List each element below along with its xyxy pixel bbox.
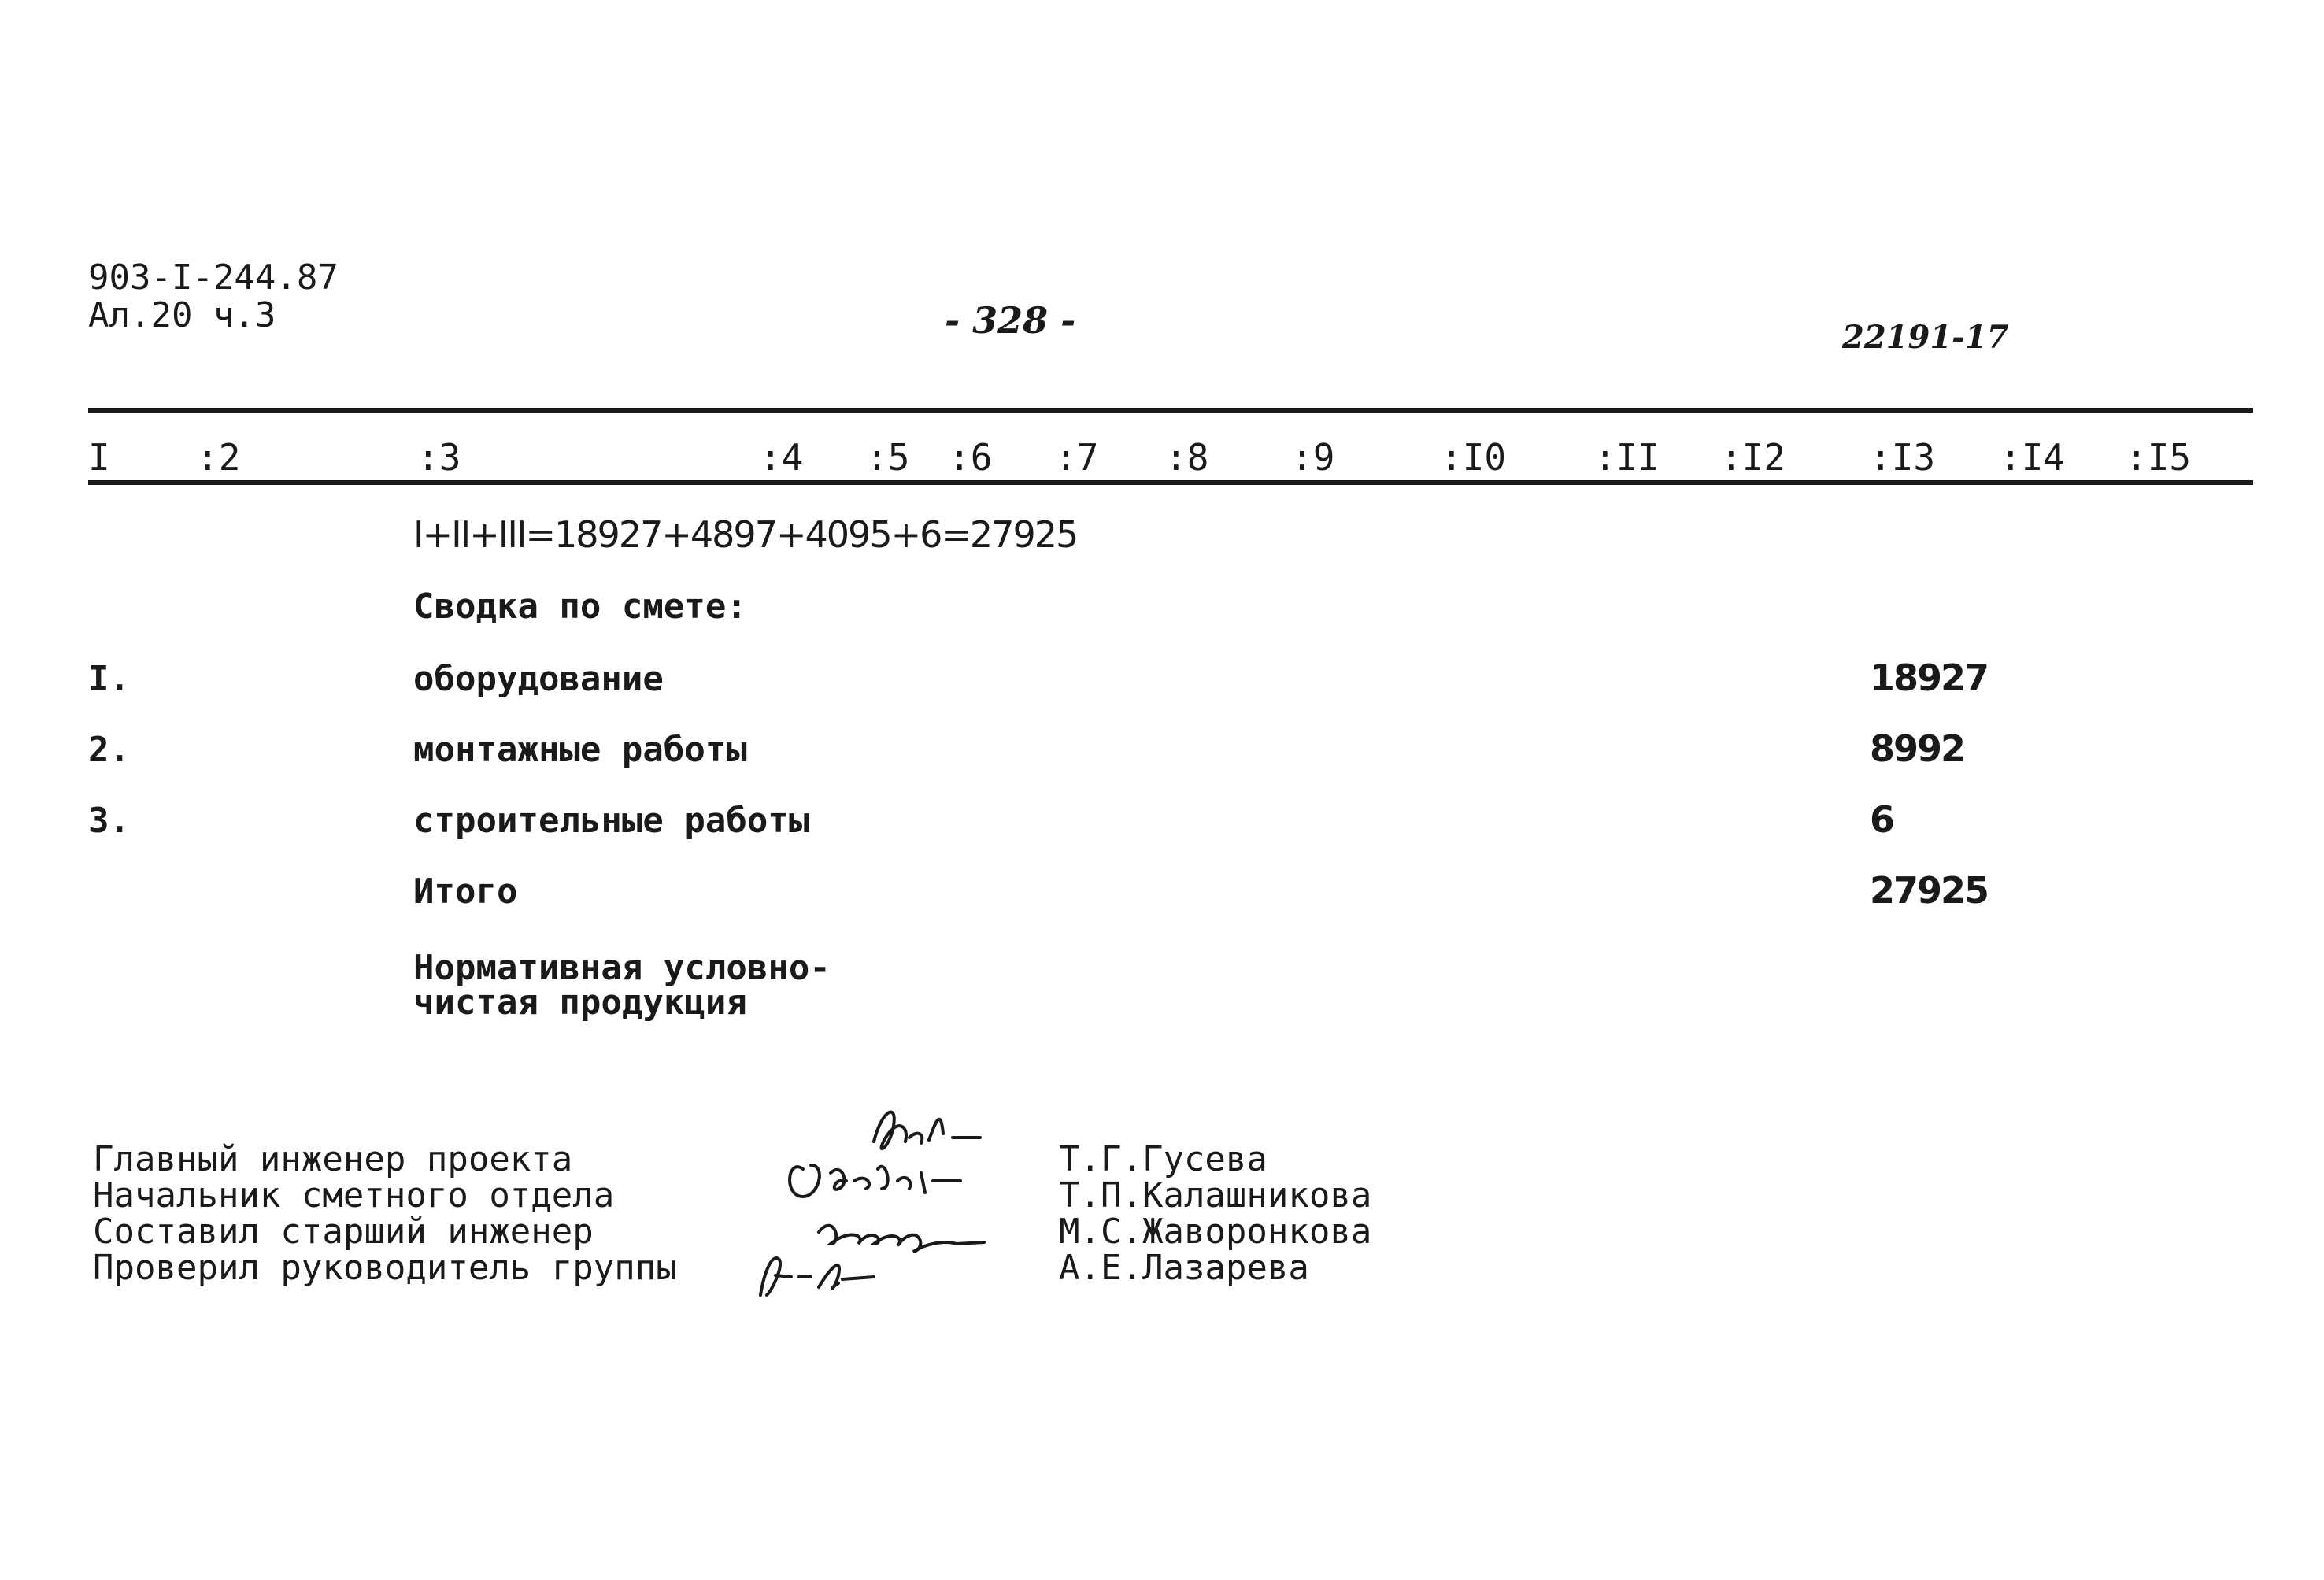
signature-name-4: А.Е.Лазарева [1059,1248,1309,1288]
signature-role-1: Главный инженер проекта [93,1139,573,1179]
column-header-6: :6 [949,436,993,479]
handwritten-signatures [756,1094,1023,1307]
signature-role-3: Составил старший инженер [93,1212,594,1252]
signature-stroke-4 [760,1258,874,1295]
column-header-11: :II [1594,436,1660,479]
column-header-8: :8 [1165,436,1209,479]
column-header-1: I [88,436,110,479]
signature-name-3: М.С.Жаворонкова [1059,1212,1372,1252]
signature-name-1: Т.Г.Гусева [1059,1139,1267,1179]
row-label-3: строительные работы [413,801,810,841]
column-header-4: :4 [760,436,804,479]
sheet-label: Ал.20 ч.3 [88,295,276,335]
column-header-10: :I0 [1441,436,1507,479]
total-value: 27925 [1870,869,1989,912]
summary-title: Сводка по смете: [413,586,747,627]
stamp-number: 22191-17 [1842,319,2009,356]
column-header-5: :5 [866,436,910,479]
column-header-13: :I3 [1870,436,1936,479]
row-value-3: 6 [1870,798,1894,841]
top-rule [88,408,2253,413]
column-header-9: :9 [1291,436,1335,479]
signature-role-4: Проверил руководитель группы [93,1248,677,1288]
formula: I+II+III=18927+4897+4095+6=27925 [413,513,1078,556]
row-value-2: 8992 [1870,727,1965,770]
row-number-3: 3. [88,801,130,841]
normative-label-line1: Нормативная условно- [413,948,831,988]
row-number-2: 2. [88,730,130,770]
signature-name-2: Т.П.Калашникова [1059,1175,1372,1216]
signature-names [1059,1139,1372,1288]
normative-label-line2: чистая продукция [413,982,747,1023]
column-header-3: :3 [417,436,461,479]
total-label: Итого [413,871,518,912]
document-code: 903-I-244.87 [88,257,339,298]
column-header-14: :I4 [2000,436,2066,479]
signature-role-2: Начальник сметного отдела [93,1175,615,1216]
signature-roles [93,1139,677,1288]
column-header-12: :I2 [1720,436,1786,479]
signature-stroke-2 [790,1165,960,1197]
header-bottom-rule [88,480,2253,485]
column-header-15: :I5 [2126,436,2192,479]
signature-stroke-3 [819,1226,984,1252]
row-label-2: монтажные работы [413,730,747,770]
row-value-1: 18927 [1870,657,1989,699]
signature-stroke-1 [874,1112,980,1149]
row-number-1: I. [88,659,130,699]
page-number: - 328 - [945,299,1076,342]
column-header-2: :2 [197,436,241,479]
row-label-1: оборудование [413,659,664,699]
column-header-7: :7 [1055,436,1099,479]
